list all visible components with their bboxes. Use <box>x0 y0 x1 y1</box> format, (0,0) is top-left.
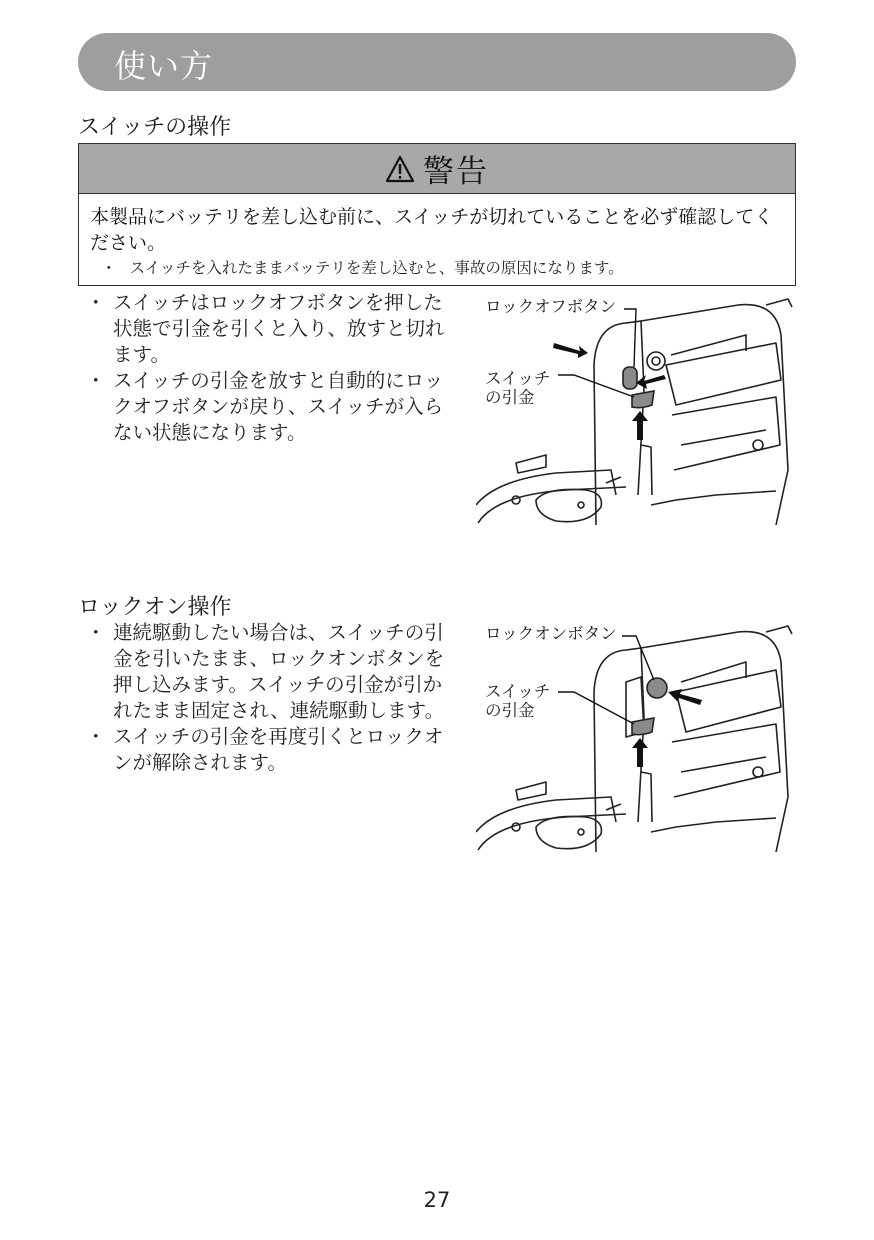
lockon-bullet-list <box>86 620 461 776</box>
list-item <box>86 620 461 724</box>
list-item <box>86 290 461 368</box>
callout-trigger: スイッチ の引金 <box>485 369 551 407</box>
page-title: 使い方 <box>114 47 214 85</box>
list-item <box>86 368 461 446</box>
bullet-text: スイッチの引金を放すと自動的にロックオフボタンが戻り、スイッチが入らない状態になります。 <box>113 369 444 444</box>
warning-note-bullet: ・ <box>101 259 117 277</box>
bullet-symbol: ・ <box>86 621 106 644</box>
callout-lock-off-button: ロックオフボタン <box>485 297 617 316</box>
bullet-symbol: ・ <box>86 369 106 392</box>
warning-note <box>101 256 624 278</box>
bullet-symbol: ・ <box>86 725 106 748</box>
list-item <box>86 724 461 776</box>
section-title-lock-on: ロックオン操作 <box>78 595 232 620</box>
bullet-text: スイッチはロックオフボタンを押した状態で引金を引くと入り、放すと切れます。 <box>113 291 445 366</box>
figure-lock-off <box>476 295 796 525</box>
bullet-text: 連続駆動したい場合は、スイッチの引金を引いたまま、ロックオンボタンを押し込みます。スイッチの引金が引かれたまま固定され、連続駆動します。 <box>113 621 445 722</box>
switch-bullet-list <box>86 290 461 446</box>
figure-lock-on <box>476 622 796 852</box>
callout-trigger: スイッチ の引金 <box>485 682 551 720</box>
tool-illustration <box>476 622 796 852</box>
callout-lock-on-button: ロックオンボタン <box>485 624 617 643</box>
warning-triangle-icon <box>385 155 415 183</box>
header-bar <box>78 33 796 91</box>
warning-title: 警告 <box>423 154 489 190</box>
page-number: 27 <box>423 1188 451 1212</box>
warning-header <box>79 144 795 194</box>
tool-illustration <box>476 295 796 525</box>
bullet-text: スイッチの引金を再度引くとロックオンが解除されます。 <box>113 725 444 774</box>
warning-main-text: 本製品にバッテリを差し込む前に、スイッチが切れていることを必ず確認してください。 <box>90 206 774 254</box>
warning-box <box>78 143 796 286</box>
warning-note-text: スイッチを入れたままバッテリを差し込むと、事故の原因になります。 <box>129 259 624 277</box>
bullet-symbol: ・ <box>86 291 106 314</box>
section-title-switch: スイッチの操作 <box>78 115 232 140</box>
